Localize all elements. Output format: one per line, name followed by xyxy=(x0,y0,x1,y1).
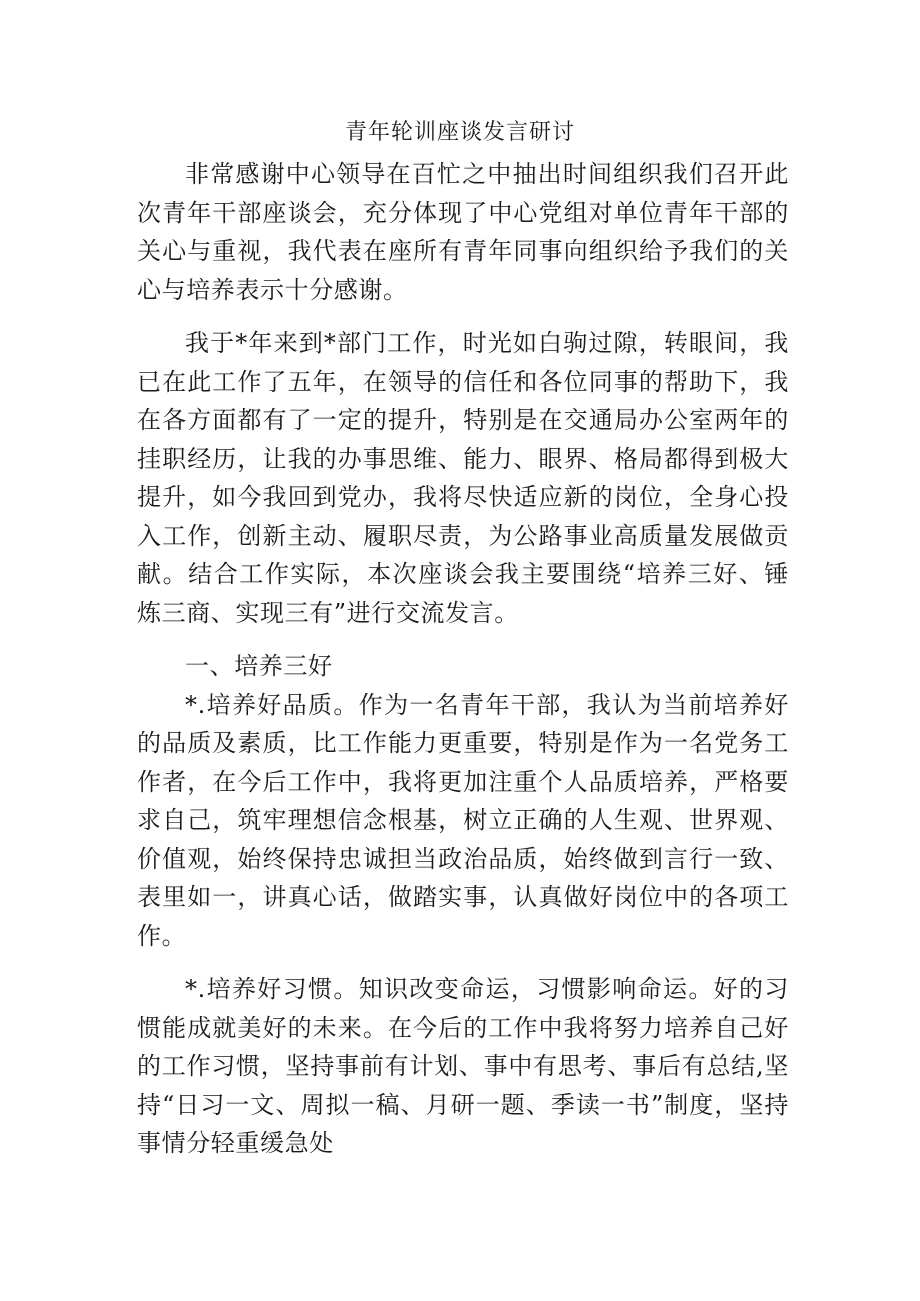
document-body xyxy=(137,155,789,1163)
section-heading: 一、培养三好 xyxy=(185,652,333,680)
paragraph-intro: 非常感谢中心领导在百忙之中抽出时间组织我们召开此次青年干部座谈会，充分体现了中心党组对单位青年干部的关心与重视，我代表在座所有青年同事向组织给予我们的关心与培养表示十分感谢。 xyxy=(137,160,789,304)
document-title: 青年轮训座谈发言研讨 xyxy=(344,120,575,145)
paragraph-habits: *.培养好习惯。知识改变命运，习惯影响命运。好的习惯能成就美好的未来。在今后的工作中我将努力培养自己好的工作习惯，坚持事前有计划、事中有思考、事后有总结,坚持“日习一文、周拟一稿、月研一题、季读一书”制度，坚持事情分轻重缓急处 xyxy=(137,975,789,1157)
paragraph-background: 我于*年来到*部门工作，时光如白驹过隙，转眼间，我已在此工作了五年，在领导的信任和各位同事的帮助下，我在各方面都有了一定的提升，特别是在交通局办公室两年的挂职经历，让我的办事思维、能力、眼界、格局都得到极大提升，如今我回到党办，我将尽快适应新的岗位，全身心投入工作，创新主动、履职尽责，为公路事业高质量发展做贡献。结合工作实际，本次座谈会我主要围绕“培养三好、锤炼三商、实现三有”进行交流发言。 xyxy=(137,329,789,627)
paragraph-quality: *.培养好品质。作为一名青年干部，我认为当前培养好的品质及素质，比工作能力更重要，特别是作为一名党务工作者，在今后工作中，我将更加注重个人品质培养，严格要求自己，筑牢理想信念根基，树立正确的人生观、世界观、价值观，始终保持忠诚担当政治品质，始终做到言行一致、表里如一，讲真心话，做踏实事，认真做好岗位中的各项工作。 xyxy=(137,690,789,950)
